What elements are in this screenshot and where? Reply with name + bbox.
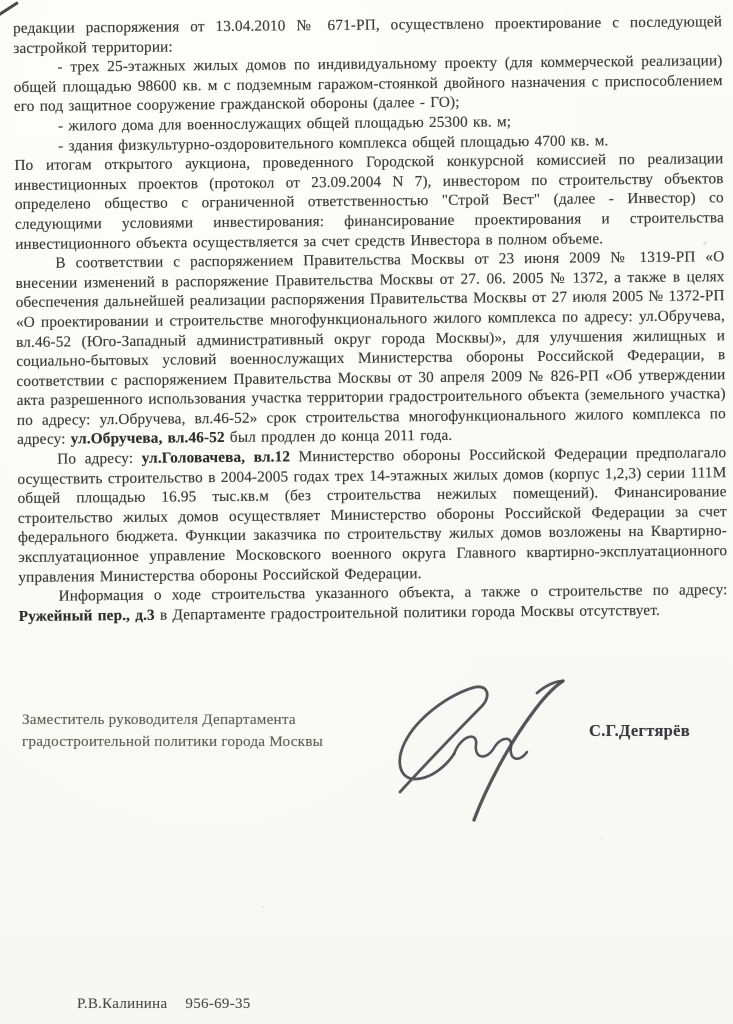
text-run: По итогам открытого аукциона, проведенного Городской конкурсной комиссией по реализации инвестиционных проектов (протокол от 23.09.2004 N 7), инвестором по строительству объектов определено общество с ограниченной ответственностью "Строй Вест" (далее - Инвестор) со следующими условиями инвестирования: финансирование проектирования и строительства инвестиционного объекта осуществляется за счет средств Инвестора в полном объеме. bbox=[14, 150, 725, 253]
paragraph bbox=[13, 51, 723, 117]
paragraph bbox=[14, 149, 724, 254]
paragraph bbox=[15, 247, 726, 450]
executor-name: Р.В.Калинина bbox=[77, 996, 168, 1012]
paragraph bbox=[13, 12, 722, 58]
signatory-title bbox=[22, 709, 323, 753]
scan-speckles bbox=[0, 0, 2, 2]
bold-text-run: Ружейный пер., д.3 bbox=[18, 606, 155, 625]
text-run: был продлен до конца 2011 года. bbox=[224, 427, 453, 447]
text-run: Министерство обороны Российской Федерации предполагало осуществить строительство в 2004-2005 годах трех 14-этажных жилых домов (корпус 1,2,3) серии 111М общей площадью 16.95 тыс.кв.м (без строительства нежилых помещений). Финансирование строительство жилых домов осуществляет Министерство обороны Российской Федерации за счет федерального бюджета. Функции заказчика по строительству жилых домов возложены на Квартирно-эксплуатационное управление Московского военного округа Главного квартирно-эксплуатационного управления Министерства обороны Российской Федерации. bbox=[17, 444, 728, 586]
signatory-title-line-1: Заместитель руководителя Департамента bbox=[22, 711, 296, 728]
text-run: - здания физкультурно-оздоровительного комплекса общей площадью 4700 кв. м. bbox=[58, 131, 609, 155]
bold-text-run: ул.Головачева, вл.12 bbox=[141, 448, 291, 467]
text-run: В соответствии с распоряжением Правительства Москвы от 23 июня 2009 № 1319-РП «О внесении изменений в распоряжение Правительства Москвы от 27. 06. 2005 № 1372, а также в целях обеспечения дальнейшей реализации распоряжения Правительства Москвы от 27 июля 2005 № 1372-РП «О проектировании и строительстве многофункционального жилого комплекса по адресу: ул.Обручева, вл.46-52 (Юго-Западный административный округ города Москвы)», для улучшения жилищных и социально-бытовых условий военнослужащих Министерства обороны Российской Федерации, в соответствии с распоряжением Правительства Москвы от 30 апреля 2009 № 826-РП «Об утверждении акта разрешенного использования участка территории градостроительного объекта (земельного участка) по адресу: ул.Обручева, вл.46-52» срок строительства многофункционального жилого комплекса по адресу: bbox=[15, 248, 726, 449]
handwritten-signature bbox=[390, 674, 574, 826]
executor-phone: 956-69-35 bbox=[185, 996, 251, 1012]
executor-contact bbox=[77, 996, 251, 1013]
paragraph bbox=[18, 580, 727, 626]
paragraph bbox=[17, 443, 727, 587]
signatory-name: С.Г.Дегтярёв bbox=[589, 721, 690, 740]
text-run: - трех 25-этажных жилых домов по индивидуальному проекту (для коммерческой реализации) общей площадью 98600 кв. м с подземным гаражом-стоянкой двойного назначения с приспособлением его под защитное сооружение гражданской обороны (далее - ГО); bbox=[13, 52, 723, 116]
text-run: в Департаменте градостроительной политики города Москвы отсутствует. bbox=[154, 601, 660, 624]
text-run: Информация о ходе строительства указанного объекта, а также о строительстве по адресу: bbox=[58, 581, 728, 605]
text-run: По адресу: bbox=[57, 449, 142, 468]
document-body bbox=[13, 12, 728, 626]
text-run: - жилого дома для военнослужащих общей площадью 25300 кв. м; bbox=[57, 113, 512, 135]
bold-text-run: ул.Обручева, вл.46-52 bbox=[70, 429, 225, 448]
scan-corner-artifact bbox=[0, 1, 19, 17]
text-run: редакции распоряжения от 13.04.2010 № 671-РП, осуществлено проектирование с последующей застройкой территории: bbox=[13, 13, 723, 57]
signatory-title-line-2: градостроительной политики города Москвы bbox=[22, 733, 324, 750]
